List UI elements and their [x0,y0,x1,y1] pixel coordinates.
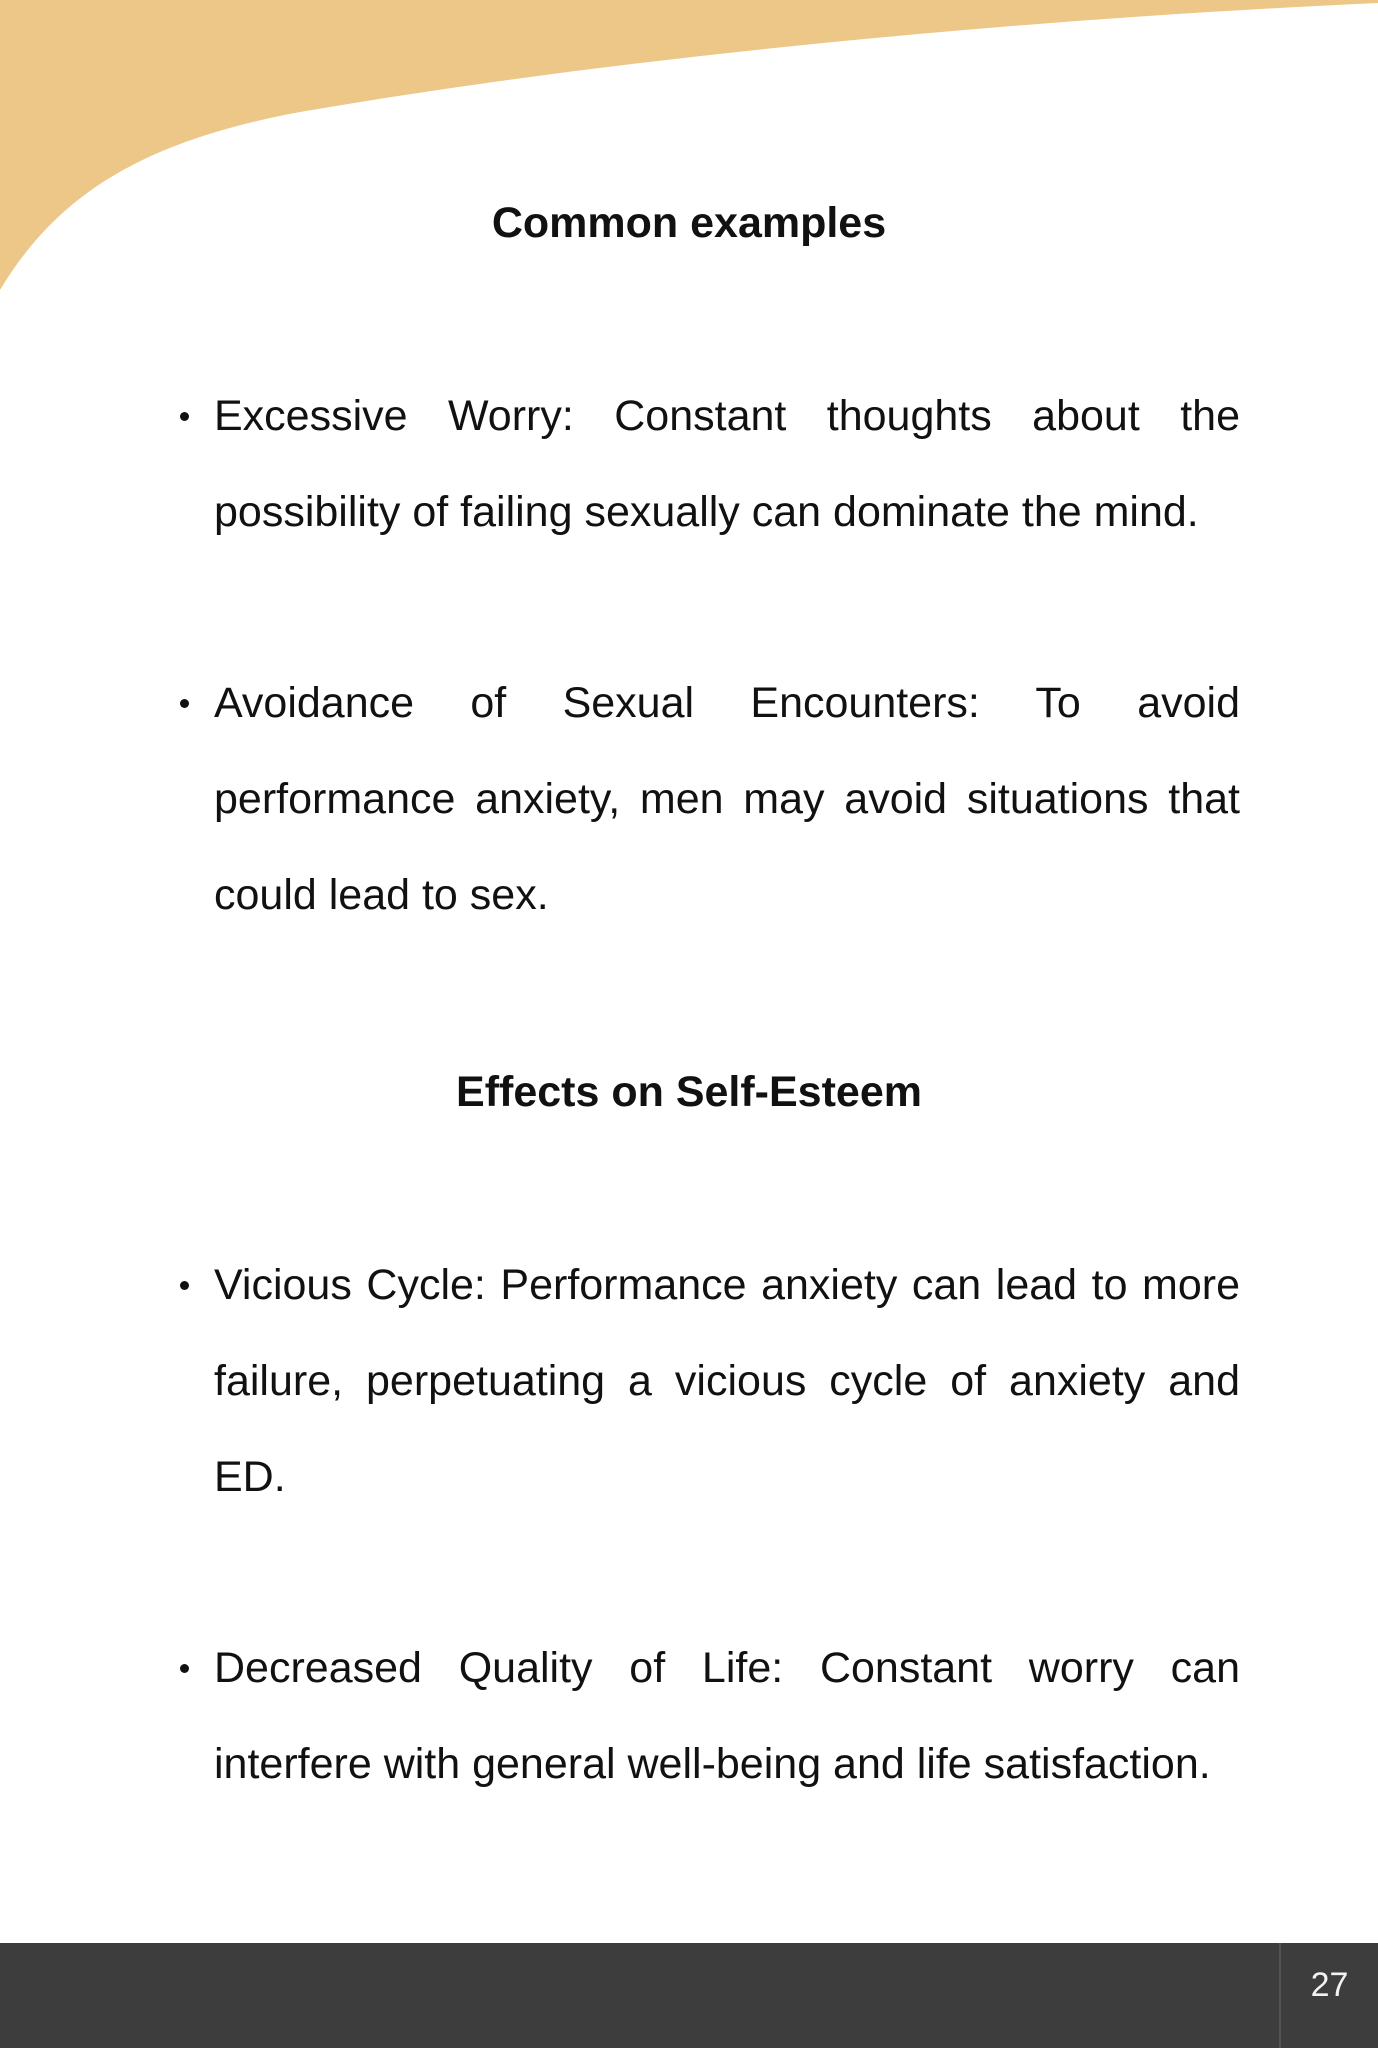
list-item-quality-of-life: Decreased Quality of Life: Constant worry can interfere with general well-being and life satisfaction. [214,1620,1240,1812]
list-item-vicious-cycle: Vicious Cycle: Performance anxiety can lead to more failure, perpetuating a vicious cycle of anxiety and ED. [214,1237,1240,1525]
list-item-excessive-worry: Excessive Worry: Constant thoughts about the possibility of failing sexually can dominate the mind. [214,368,1240,560]
list-item-avoidance: Avoidance of Sexual Encounters: To avoid performance anxiety, men may avoid situations that could lead to sex. [214,655,1240,943]
page-number: 27 [1279,1943,1378,2048]
section-heading-effects-on-self-esteem: Effects on Self-Esteem [456,1068,922,1116]
decorative-header-swoosh [0,0,1378,300]
footer-bar [0,1943,1378,2048]
section-heading-common-examples: Common examples [491,199,887,247]
